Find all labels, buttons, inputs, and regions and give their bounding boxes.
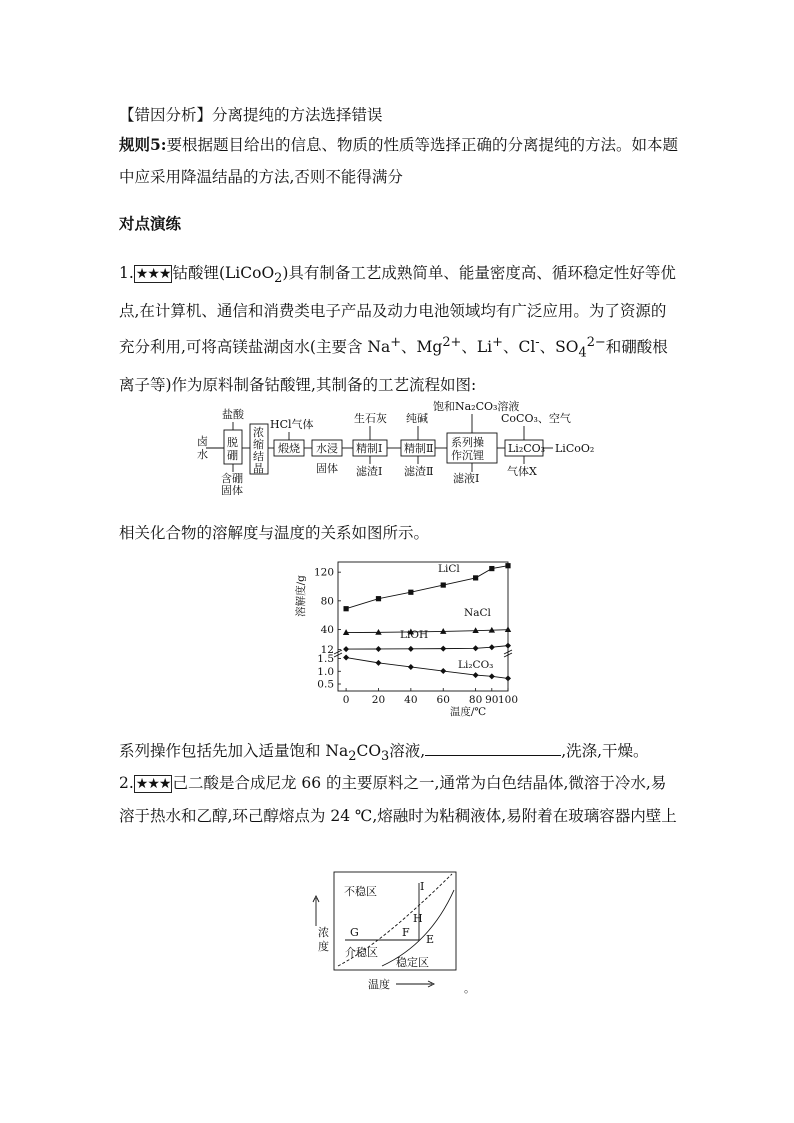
flow-box2-line4: 晶 — [253, 462, 264, 475]
flow-box3: 煅烧 — [278, 442, 300, 455]
series-line — [346, 646, 508, 649]
q1-text: 、Mg — [401, 338, 443, 357]
q1-number: 1. — [119, 264, 134, 282]
plot-frame — [338, 562, 508, 691]
y-tick-label: 40 — [320, 624, 334, 636]
x-axis-label: 温度/℃ — [449, 706, 487, 718]
data-point — [505, 563, 510, 568]
rule-paragraph — [119, 129, 679, 193]
rule-text: 要根据题目给出的信息、物质的性质等选择正确的分离提纯的方法。如本题中应采用降温结晶的方法,否则不能得满分 — [119, 136, 679, 186]
flow-box2-line3: 结 — [253, 450, 264, 463]
data-point — [375, 660, 381, 666]
data-point — [343, 655, 349, 661]
stable-region-label: 稳定区 — [396, 956, 429, 969]
data-point — [343, 646, 349, 652]
unstable-region-label: 不稳区 — [344, 885, 377, 898]
y-tick-label: 120 — [313, 566, 334, 579]
x-tick-label: 80 — [468, 694, 483, 706]
data-point — [408, 664, 414, 670]
y-tick-label: 80 — [320, 595, 334, 608]
x-tick-label: 90 — [485, 694, 499, 706]
data-point — [440, 646, 446, 652]
flow-input-line1: 卤 — [197, 435, 208, 448]
q1-sub: 4 — [578, 345, 587, 361]
data-point — [489, 566, 494, 571]
q1-sup: + — [390, 335, 402, 351]
flow-product: LiCoO₂ — [555, 442, 595, 455]
q1-sup: - — [535, 335, 540, 351]
question-1 — [119, 257, 679, 401]
q1-ops-text: 系列操作包括先加入适量饱和 Na — [119, 742, 349, 760]
q2-number: 2. — [119, 774, 134, 792]
flow-soda: 纯碱 — [406, 412, 428, 425]
solubility-chart — [290, 558, 520, 720]
data-point — [489, 673, 495, 679]
data-point — [505, 643, 511, 649]
q2-text: 己二酸是合成尼龙 66 的主要原料之一,通常为白色结晶体,微溶于冷水,易溶于热水和乙醇,环己醇熔点为 24 ℃,熔融时为粘稠液体,易附着在玻璃容器内壁上 — [119, 774, 677, 825]
q1-text: 、Cl — [502, 338, 536, 357]
q1-text: 、SO — [539, 338, 579, 357]
flow-box6: 精制Ⅱ — [404, 442, 434, 455]
point-f: F — [402, 926, 410, 939]
data-point — [473, 672, 479, 678]
flow-out8: 气体X — [507, 465, 537, 478]
data-point — [343, 629, 349, 635]
series-label: NaCl — [464, 607, 491, 619]
q1-ops-text: 溶液, — [389, 742, 426, 760]
y-axis-label-1: 浓 — [318, 926, 329, 939]
flow-out5: 滤渣Ⅰ — [356, 465, 383, 478]
flow-hcl-gas: HCl气体 — [270, 418, 314, 431]
flow-out7: 滤液Ⅰ — [453, 472, 480, 485]
point-g: G — [350, 926, 359, 939]
data-point — [343, 606, 348, 611]
q1-sub: 2 — [348, 749, 357, 765]
data-point — [505, 626, 511, 632]
flow-coco3: CoCO₃、空气 — [501, 412, 571, 425]
flow-out1-line1: 含硼 — [221, 472, 243, 485]
solubility-intro: 相关化合物的溶解度与温度的关系如图所示。 — [119, 524, 430, 542]
q2-tail: 。 — [464, 982, 475, 995]
flow-out6: 滤渣Ⅱ — [404, 465, 434, 478]
q1-sup: 2+ — [442, 335, 462, 351]
flow-lime: 生石灰 — [354, 412, 387, 425]
data-point — [489, 644, 495, 650]
data-point — [376, 596, 381, 601]
rule-label: 规则5: — [119, 135, 167, 154]
series-label: Li₂CO₃ — [458, 659, 494, 671]
flow-out4: 固体 — [316, 462, 338, 475]
q1-sup: 2− — [586, 335, 606, 351]
q1-ops-text: CO — [356, 742, 382, 760]
q1-text: 和硼酸根离子等)作为原料制备钴酸锂,其制备的工艺流程如图: — [119, 338, 668, 395]
flow-box1-line2: 硼 — [227, 449, 238, 462]
data-point — [473, 645, 479, 651]
question-2 — [119, 767, 679, 832]
section-title-text: 分离提纯的方法选择错误 — [212, 106, 383, 124]
q2-difficulty-stars: ★★★ — [135, 776, 171, 792]
q1-text: 钴酸锂(LiCoO — [172, 264, 275, 282]
section-title-bracket: 【错因分析】 — [119, 106, 213, 124]
y-tick-label: 1.0 — [317, 665, 334, 678]
flow-box2-line2: 缩 — [253, 438, 264, 451]
process-flowchart — [195, 400, 605, 495]
series-line — [346, 566, 508, 609]
y-axis-label-2: 度 — [318, 940, 329, 953]
flow-box7-line2: 作沉锂 — [451, 449, 484, 462]
y-axis-label: 溶解度/g — [295, 575, 307, 617]
y-tick-label: 0.5 — [317, 678, 334, 691]
y-tick-label: 12 — [320, 644, 334, 657]
data-point — [505, 675, 511, 681]
x-tick-label: 0 — [342, 694, 350, 706]
x-tick-label: 100 — [497, 694, 519, 706]
x-tick-label: 40 — [404, 694, 418, 706]
flow-hcl-acid: 盐酸 — [222, 408, 244, 421]
q1-sub: 2 — [274, 271, 283, 287]
series-label: LiOH — [400, 629, 429, 641]
x-tick-label: 60 — [436, 694, 450, 706]
data-point — [408, 590, 413, 595]
data-point — [375, 629, 381, 635]
data-point — [441, 582, 446, 587]
section-title — [119, 99, 679, 131]
data-point — [440, 668, 446, 674]
data-point — [408, 646, 414, 652]
flow-box2-line1: 浓 — [253, 426, 264, 439]
data-point — [473, 575, 478, 580]
point-h: H — [413, 912, 423, 925]
flow-input-line2: 水 — [197, 448, 208, 461]
point-i: I — [420, 880, 425, 893]
q1-text: 、Li — [461, 338, 493, 357]
q1-sup: + — [492, 335, 503, 351]
practice-heading: 对点演练 — [119, 214, 182, 233]
flow-out1-line2: 固体 — [221, 484, 243, 495]
flow-box8: Li₂CO₃ — [508, 442, 546, 455]
flow-box7-line1: 系列操 — [451, 436, 484, 449]
q1-text: )具有制备工艺成熟简单、能量密度高、循环稳定性好等优点,在计算机、通信和消费类电子产品及动力电池领域均有广泛应用。为了资源的充分利用,可将高镁盐湖卤水(主要含 Na — [119, 264, 676, 357]
q1-ops-text: ,洗涤,干燥。 — [561, 742, 649, 760]
metastable-region-label: 介稳区 — [345, 946, 378, 959]
q1-sub: 3 — [381, 749, 390, 765]
x-tick-label: 20 — [371, 694, 386, 706]
data-point — [375, 646, 381, 652]
flow-box5: 精制Ⅰ — [356, 442, 383, 455]
x-axis-label: 温度 — [368, 978, 390, 991]
crystallization-diagram — [312, 868, 487, 998]
y-tick-label: 1.5 — [317, 653, 334, 666]
flow-box1-line1: 脱 — [227, 436, 238, 449]
q1-difficulty-stars: ★★★ — [135, 266, 171, 282]
flow-box4: 水浸 — [316, 442, 338, 455]
flow-na2co3: 饱和Na₂CO₃溶液 — [433, 400, 520, 413]
answer-blank[interactable] — [425, 741, 561, 756]
series-label: LiCl — [438, 563, 460, 575]
point-e: E — [426, 933, 435, 946]
